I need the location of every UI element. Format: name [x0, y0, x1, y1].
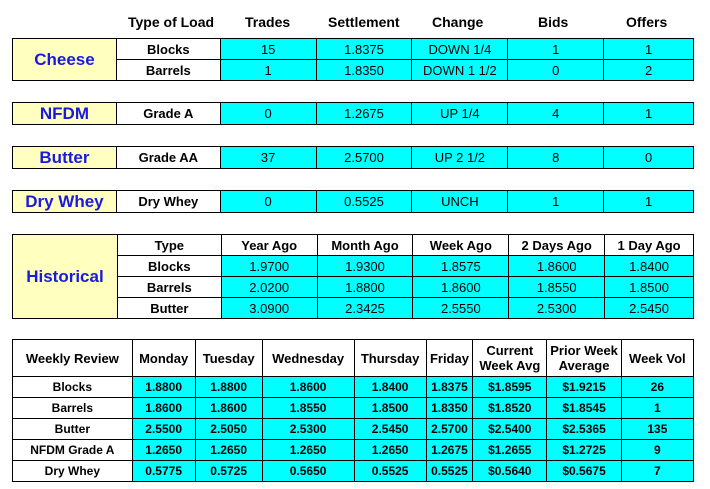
butter-load: Grade AA: [116, 147, 220, 169]
nfdm-label: NFDM: [13, 103, 117, 125]
dry-whey-change: UNCH: [412, 191, 508, 213]
cheese-barrels-trades: 1: [220, 60, 316, 81]
weekly-row: [13, 419, 694, 440]
header-trades: Trades: [245, 14, 291, 30]
historical-header-type: Type: [117, 235, 221, 256]
butter-bids: 8: [508, 147, 604, 169]
weekly-row: [13, 461, 694, 482]
weekly-cell: 135: [621, 419, 693, 440]
historical-cell: 2.3425: [317, 298, 413, 319]
historical-cell: 1.9700: [221, 256, 317, 277]
weekly-header-prior-line2: Average: [558, 358, 610, 373]
nfdm-settlement: 1.2675: [316, 103, 412, 125]
header-type-of-load: Type of Load: [128, 14, 215, 30]
weekly-cell: $1.8520: [473, 398, 547, 419]
weekly-cell: 2.5300: [262, 419, 354, 440]
weekly-row-name: Butter: [13, 419, 133, 440]
dry-whey-label: Dry Whey: [13, 191, 117, 213]
cheese-barrels-change: DOWN 1 1/2: [412, 60, 508, 81]
nfdm-change: UP 1/4: [412, 103, 508, 125]
weekly-header-weekly-review: Weekly Review: [13, 340, 133, 377]
cheese-barrels-offers: 2: [604, 60, 694, 81]
weekly-cell: 1.8800: [132, 377, 195, 398]
weekly-header-wednesday: Wednesday: [262, 340, 354, 377]
weekly-cell: 2.5050: [195, 419, 262, 440]
weekly-header-current-line2: Week Avg: [479, 358, 541, 373]
weekly-row-name: Blocks: [13, 377, 133, 398]
weekly-header-thursday: Thursday: [354, 340, 426, 377]
weekly-cell: 1: [621, 398, 693, 419]
weekly-review-table: [12, 339, 694, 482]
weekly-cell: 9: [621, 440, 693, 461]
weekly-cell: $2.5365: [547, 419, 621, 440]
weekly-cell: $2.5400: [473, 419, 547, 440]
historical-row-type: Butter: [117, 298, 221, 319]
historical-cell: 1.8400: [605, 256, 694, 277]
weekly-cell: 1.2650: [354, 440, 426, 461]
cheese-blocks-settlement: 1.8375: [316, 39, 412, 60]
historical-cell: 2.5550: [413, 298, 509, 319]
weekly-header-prior-week-average: [547, 340, 621, 377]
butter-label: Butter: [13, 147, 117, 169]
nfdm-trades: 0: [220, 103, 316, 125]
weekly-cell: 1.8500: [354, 398, 426, 419]
weekly-row-name: NFDM Grade A: [13, 440, 133, 461]
weekly-cell: 1.2650: [195, 440, 262, 461]
weekly-cell: 1.2675: [426, 440, 472, 461]
historical-label: Historical: [13, 235, 118, 319]
nfdm-table: [12, 102, 694, 125]
weekly-row-name: Dry Whey: [13, 461, 133, 482]
cheese-barrels-bids: 0: [508, 60, 604, 81]
weekly-cell: 1.8800: [195, 377, 262, 398]
weekly-cell: $0.5675: [547, 461, 621, 482]
cheese-blocks-bids: 1: [508, 39, 604, 60]
historical-header-year-ago: Year Ago: [221, 235, 317, 256]
dry-whey-settlement: 0.5525: [316, 191, 412, 213]
cheese-barrels-load: Barrels: [116, 60, 220, 81]
dry-whey-trades: 0: [220, 191, 316, 213]
weekly-cell: 1.8375: [426, 377, 472, 398]
header-settlement: Settlement: [328, 14, 400, 30]
historical-cell: 1.9300: [317, 256, 413, 277]
weekly-cell: 1.8400: [354, 377, 426, 398]
weekly-header-prior-line1: Prior Week: [550, 343, 618, 358]
historical-cell: 1.8800: [317, 277, 413, 298]
weekly-cell: 0.5650: [262, 461, 354, 482]
historical-cell: 1.8600: [413, 277, 509, 298]
weekly-cell: 26: [621, 377, 693, 398]
historical-cell: 2.5300: [509, 298, 605, 319]
header-bids: Bids: [538, 14, 569, 30]
header-change: Change: [432, 14, 484, 30]
weekly-cell: 0.5725: [195, 461, 262, 482]
butter-offers: 0: [604, 147, 694, 169]
weekly-header-current-week-avg: [473, 340, 547, 377]
historical-cell: 3.0900: [221, 298, 317, 319]
weekly-header-week-vol: Week Vol: [621, 340, 693, 377]
weekly-header-tuesday: Tuesday: [195, 340, 262, 377]
nfdm-bids: 4: [508, 103, 604, 125]
butter-settlement: 2.5700: [316, 147, 412, 169]
dry-whey-table: [12, 190, 694, 213]
weekly-header-current-line1: Current: [486, 343, 534, 358]
weekly-cell: 1.8600: [132, 398, 195, 419]
weekly-cell: 1.8600: [195, 398, 262, 419]
weekly-cell: $1.8595: [473, 377, 547, 398]
weekly-cell: 2.5700: [426, 419, 472, 440]
weekly-cell: 0.5525: [354, 461, 426, 482]
historical-header-week-ago: Week Ago: [413, 235, 509, 256]
weekly-cell: $1.2655: [473, 440, 547, 461]
header-offers: Offers: [626, 14, 668, 30]
cheese-barrels-settlement: 1.8350: [316, 60, 412, 81]
historical-row-type: Blocks: [117, 256, 221, 277]
historical-cell: 1.8575: [413, 256, 509, 277]
historical-cell: 1.8600: [509, 256, 605, 277]
weekly-header-monday: Monday: [132, 340, 195, 377]
historical-table: [12, 234, 694, 319]
historical-header-2-days-ago: 2 Days Ago: [509, 235, 605, 256]
historical-row-type: Barrels: [117, 277, 221, 298]
weekly-cell: 2.5500: [132, 419, 195, 440]
cheese-blocks-load: Blocks: [116, 39, 220, 60]
dry-whey-load: Dry Whey: [116, 191, 220, 213]
weekly-cell: 0.5775: [132, 461, 195, 482]
historical-cell: 1.8550: [509, 277, 605, 298]
historical-header-1-day-ago: 1 Day Ago: [605, 235, 694, 256]
weekly-cell: $1.9215: [547, 377, 621, 398]
cheese-blocks-trades: 15: [220, 39, 316, 60]
weekly-cell: 2.5450: [354, 419, 426, 440]
weekly-cell: 1.8550: [262, 398, 354, 419]
butter-trades: 37: [220, 147, 316, 169]
butter-change: UP 2 1/2: [412, 147, 508, 169]
weekly-cell: 1.8600: [262, 377, 354, 398]
weekly-cell: 1.2650: [132, 440, 195, 461]
weekly-row: [13, 377, 694, 398]
cheese-blocks-change: DOWN 1/4: [412, 39, 508, 60]
nfdm-offers: 1: [604, 103, 694, 125]
weekly-row-name: Barrels: [13, 398, 133, 419]
weekly-row: [13, 398, 694, 419]
cheese-blocks-offers: 1: [604, 39, 694, 60]
weekly-row: [13, 440, 694, 461]
dry-whey-bids: 1: [508, 191, 604, 213]
weekly-review-body: [13, 377, 694, 482]
cheese-table: [12, 38, 694, 81]
historical-header-month-ago: Month Ago: [317, 235, 413, 256]
weekly-cell: 0.5525: [426, 461, 472, 482]
weekly-cell: 1.8350: [426, 398, 472, 419]
weekly-cell: $1.8545: [547, 398, 621, 419]
nfdm-load: Grade A: [116, 103, 220, 125]
weekly-cell: 1.2650: [262, 440, 354, 461]
historical-cell: 2.0200: [221, 277, 317, 298]
dry-whey-offers: 1: [604, 191, 694, 213]
cheese-label: Cheese: [13, 39, 117, 81]
historical-cell: 1.8500: [605, 277, 694, 298]
butter-table: [12, 146, 694, 169]
weekly-cell: $0.5640: [473, 461, 547, 482]
weekly-cell: $1.2725: [547, 440, 621, 461]
weekly-cell: 7: [621, 461, 693, 482]
historical-cell: 2.5450: [605, 298, 694, 319]
weekly-header-friday: Friday: [426, 340, 472, 377]
